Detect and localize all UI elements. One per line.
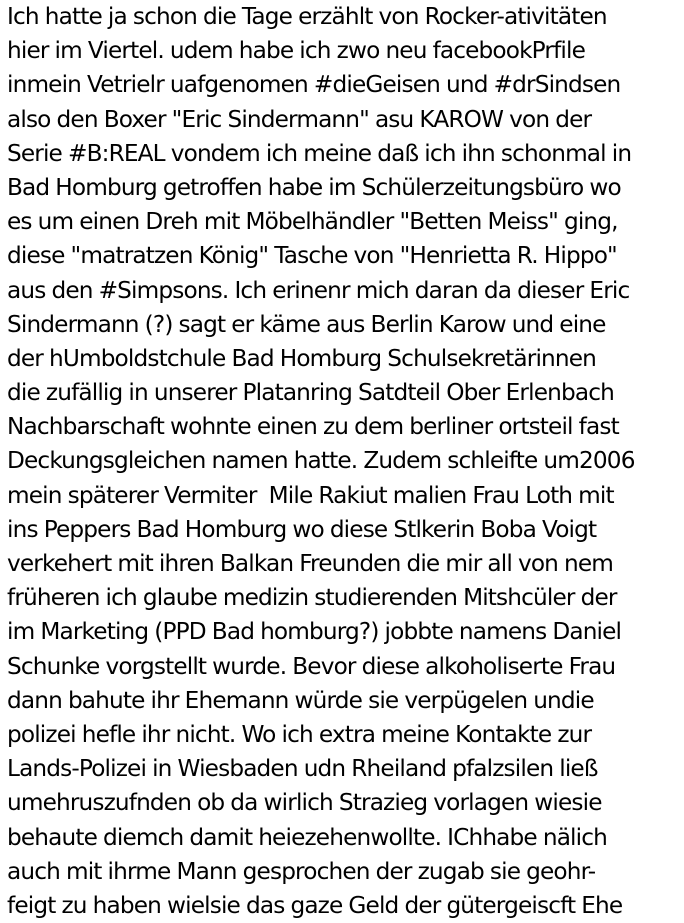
text-line: Ich hatte ja schon die Tage erzählt von Rocker-ativitäten xyxy=(7,3,607,30)
text-line: Schunke vorgstellt wurde. Bevor diese alkoholiserte Frau xyxy=(7,652,616,680)
text-line: inmein Vetrielr uafgenomen #dieGeisen und #drSindsen xyxy=(7,71,621,99)
text-line: früheren ich glaube medizin studierenden Mitshcüler der xyxy=(7,584,617,612)
text-line: Deckungsgleichen namen hatte. Zudem schleifte um2006 xyxy=(7,447,635,475)
text-line: die zufällig in unserer Platanring Satdteil Ober Erlenbach xyxy=(7,379,614,407)
text-line: also den Boxer "Eric Sindermann" asu KAROW von der xyxy=(7,105,592,133)
text-line: hier im Viertel. udem habe ich zwo neu facebookPrfile xyxy=(7,37,585,65)
text-line: verkehert mit ihren Balkan Freunden die mir all von nem xyxy=(7,550,614,577)
text-line: Sindermann (?) sagt er käme aus Berlin Karow und eine xyxy=(7,310,606,338)
text-line: diese "matratzen König" Tasche von "Henrietta R. Hippo" xyxy=(7,242,617,270)
text-line: Serie #B:REAL vondem ich meine daß ich ihn schonmal in xyxy=(7,139,632,167)
document-text-block xyxy=(7,0,684,923)
text-line: aus den #Simpsons. Ich erinenr mich daran da dieser Eric xyxy=(7,276,630,304)
text-line: ins Peppers Bad Homburg wo diese Stlkerin Boba Voigt xyxy=(7,515,597,543)
text-line: es um einen Dreh mit Möbelhändler "Betten Meiss" ging, xyxy=(7,208,618,236)
text-line: Bad Homburg getroffen habe im Schülerzeitungsbüro wo xyxy=(7,173,621,201)
text-line: mein späterer Vermiter Mile Rakiut malien Frau Loth mit xyxy=(7,481,614,509)
text-line: feigt zu haben wielsie das gaze Geld der gütergeiscft Ehe xyxy=(7,891,623,919)
text-line: dann bahute ihr Ehemann würde sie verpügelen undie xyxy=(7,686,594,714)
text-line: im Marketing (PPD Bad homburg?) jobbte namens Daniel xyxy=(7,618,622,646)
text-line: Lands-Polizei in Wiesbaden udn Rheiland pfalzsilen ließ xyxy=(7,755,598,783)
text-line: polizei hefle ihr nicht. Wo ich extra meine Kontakte zur xyxy=(7,720,592,748)
text-line: umehruszufnden ob da wirlich Strazieg vorlagen wiesie xyxy=(7,789,602,817)
text-line: Nachbarschaft wohnte einen zu dem berliner ortsteil fast xyxy=(7,413,619,441)
text-line: auch mit ihrme Mann gesprochen der zugab sie geohr- xyxy=(7,857,596,885)
text-line: behaute diemch damit heiezehenwollte. IChhabe nälich xyxy=(7,823,607,851)
text-line: der hUmboldstchule Bad Homburg Schulsekretärinnen xyxy=(7,344,596,372)
